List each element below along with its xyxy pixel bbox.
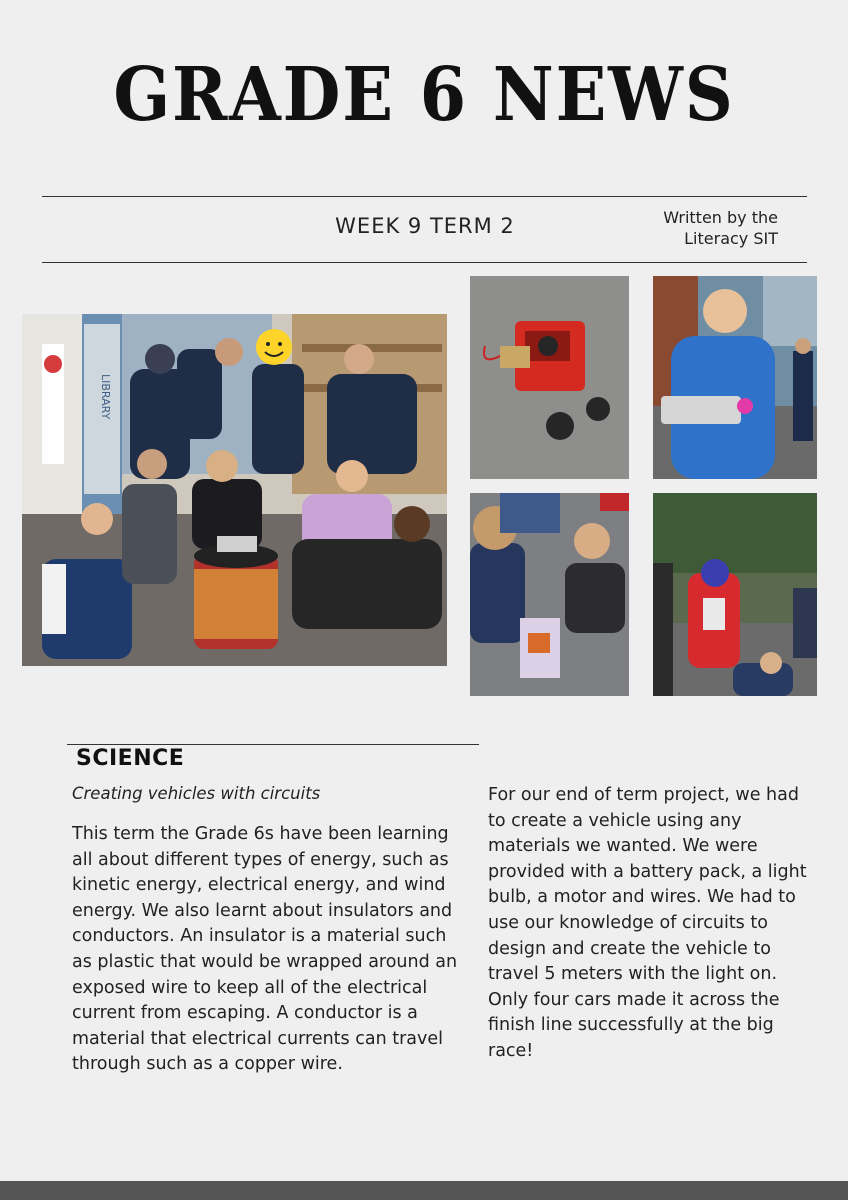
header-bottom-rule bbox=[42, 262, 807, 263]
section-subtitle: Creating vehicles with circuits bbox=[72, 784, 321, 803]
byline-line-1: Written by the bbox=[663, 208, 778, 227]
girl-red-jacket-photo bbox=[653, 493, 817, 696]
library-sign-text: LIBRARY bbox=[99, 374, 112, 420]
boys-with-car-photo bbox=[470, 493, 629, 696]
byline bbox=[663, 207, 778, 249]
week-label: WEEK 9 TERM 2 bbox=[335, 214, 515, 238]
girl-with-car-photo bbox=[653, 276, 817, 479]
newsletter-title: GRADE 6 NEWS bbox=[113, 52, 735, 138]
section-heading: SCIENCE bbox=[76, 746, 185, 771]
group-photo bbox=[22, 314, 447, 666]
article-rule bbox=[67, 744, 479, 745]
car-closeup-photo bbox=[470, 276, 629, 479]
footer-bar bbox=[0, 1181, 848, 1200]
header-top-rule bbox=[42, 196, 807, 197]
article-column-1: This term the Grade 6s have been learning all about different types of energy, such as kinetic energy, electrical energy, and wind energy. We also learnt about insulators and conductors. An insulator is a material such as plastic that would be wrapped around an exposed wire to keep all of the electrical current from escaping. A conductor is a material that electrical currents can travel through such as a copper wire. bbox=[72, 824, 458, 1075]
byline-line-2: Literacy SIT bbox=[684, 229, 778, 248]
article-column-2: For our end of term project, we had to create a vehicle using any materials we wanted. We were provided with a battery pack, a light bulb, a motor and wires. We had to use our knowledge of circuits to design and create the vehicle to travel 5 meters with the light on. Only four cars made it across the finish line successfully at the big race! bbox=[488, 785, 807, 1061]
